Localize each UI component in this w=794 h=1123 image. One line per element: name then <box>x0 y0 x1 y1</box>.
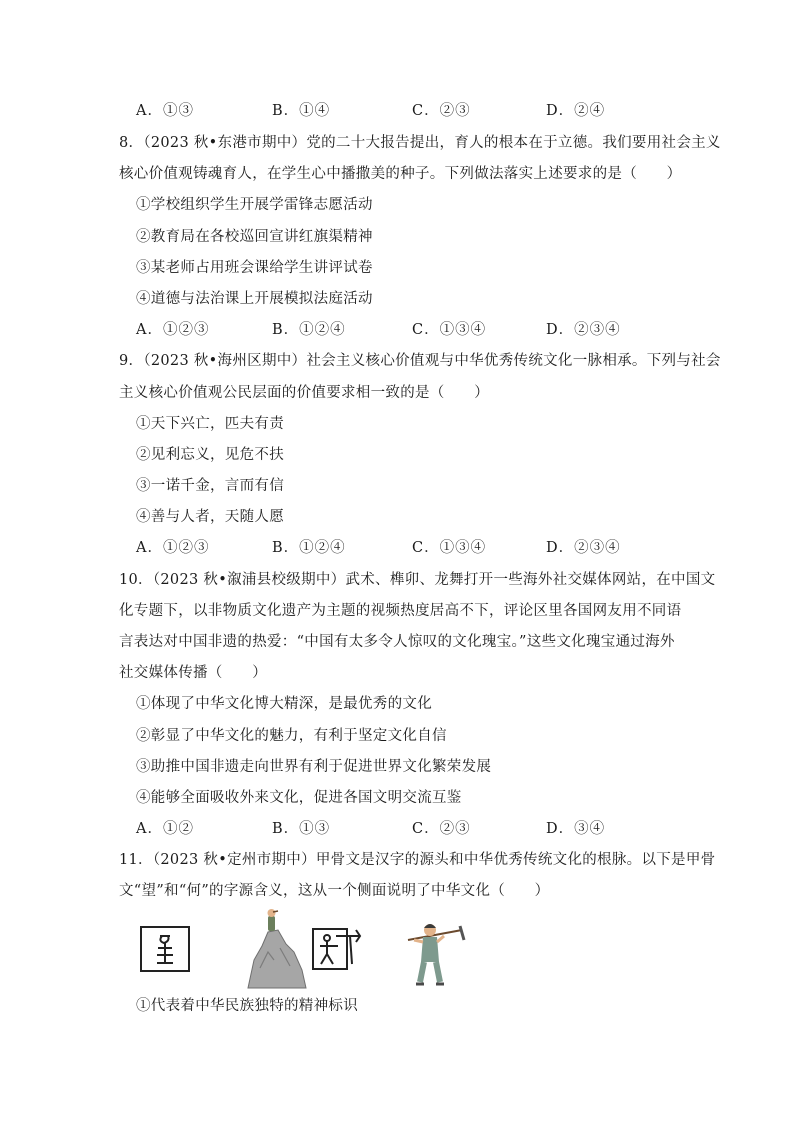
q8-option-d[interactable]: D．②③④ <box>546 322 621 338</box>
q11-item-1: ①代表着中华民族独特的精神标识 <box>136 998 358 1014</box>
q10-option-c[interactable]: C．②③ <box>412 821 471 837</box>
q7-option-c[interactable]: C．②③ <box>412 103 471 119</box>
q8-option-b[interactable]: B．①②④ <box>272 322 346 338</box>
q8-stem-line-1: 8．（2023 秋•东港市期中）党的二十大报告提出，育人的根本在于立德。我们要用社会主义 <box>119 135 721 151</box>
q10-item-1: ①体现了中华文化博大精深，是最优秀的文化 <box>136 696 432 712</box>
q8-option-c[interactable]: C．①③④ <box>412 322 487 338</box>
q10-options <box>136 819 656 839</box>
q9-option-a[interactable]: A．①②③ <box>136 540 210 556</box>
q10-item-4: ④能够全面吸收外来文化，促进各国文明交流互鉴 <box>136 790 462 806</box>
q9-item-4: ④善与人者，天随人愿 <box>136 509 284 525</box>
q11-stem-line-2: 文“望”和“何”的字源含义，这从一个侧面说明了中华文化（ ） <box>119 883 550 899</box>
q8-option-a[interactable]: A．①②③ <box>136 322 210 338</box>
q9-stem-line-1: 9．（2023 秋•海州区期中）社会主义核心价值观与中华优秀传统文化一脉相承。下列与社会 <box>119 353 721 369</box>
q10-stem-line-2: 化专题下，以非物质文化遗产为主题的视频热度居高不下，评论区里各国网友用不同语 <box>119 603 682 619</box>
q9-option-b[interactable]: B．①②④ <box>272 540 346 556</box>
q8-options <box>136 320 656 340</box>
q7-option-b[interactable]: B．①④ <box>272 103 331 119</box>
q7-option-d[interactable]: D．②④ <box>546 103 606 119</box>
q8-item-1: ①学校组织学生开展学雷锋志愿活动 <box>136 197 373 213</box>
q8-item-3: ③某老师占用班会课给学生讲评试卷 <box>136 260 373 276</box>
q8-stem-line-2: 核心价值观铸魂育人，在学生心中播撒美的种子。下列做法落实上述要求的是（ ） <box>119 166 682 182</box>
q10-option-a[interactable]: A．①② <box>136 821 194 837</box>
q10-option-b[interactable]: B．①③ <box>272 821 331 837</box>
q9-stem-line-2: 主义核心价值观公民层面的价值要求相一致的是（ ） <box>119 385 489 401</box>
q7-option-a[interactable]: A．①③ <box>136 103 194 119</box>
oracle-wang-glyph-icon <box>140 926 190 972</box>
q9-options <box>136 538 656 558</box>
q10-option-d[interactable]: D．③④ <box>546 821 606 837</box>
q9-option-d[interactable]: D．②③④ <box>546 540 621 556</box>
person-on-rock-icon <box>240 908 310 990</box>
q10-stem-line-3: 言表达对中国非遗的热爱：“中国有太多令人惊叹的文化瑰宝。”这些文化瑰宝通过海外 <box>119 634 675 650</box>
person-carrying-tool-icon <box>404 918 468 990</box>
q10-item-2: ②彰显了中华文化的魅力，有利于坚定文化自信 <box>136 728 447 744</box>
q9-item-1: ①天下兴亡，匹夫有责 <box>136 416 284 432</box>
q7-options <box>136 101 656 121</box>
oracle-he-glyph-icon <box>312 924 366 972</box>
q11-stem-line-1: 11．（2023 秋•定州市期中）甲骨文是汉字的源头和中华优秀传统文化的根脉。以下是甲骨 <box>119 852 716 868</box>
q8-item-2: ②教育局在各校巡回宣讲红旗渠精神 <box>136 229 373 245</box>
oracle-bone-figures <box>136 908 476 990</box>
q8-item-4: ④道德与法治课上开展模拟法庭活动 <box>136 291 373 307</box>
q9-option-c[interactable]: C．①③④ <box>412 540 487 556</box>
q10-stem-line-4: 社交媒体传播（ ） <box>119 665 267 681</box>
q9-item-3: ③一诺千金，言而有信 <box>136 478 284 494</box>
q10-stem-line-1: 10．（2023 秋•溆浦县校级期中）武术、榫卯、龙舞打开一些海外社交媒体网站，在中国文 <box>119 572 716 588</box>
q9-item-2: ②见利忘义，见危不扶 <box>136 447 284 463</box>
q10-item-3: ③助推中国非遗走向世界有利于促进世界文化繁荣发展 <box>136 759 492 775</box>
